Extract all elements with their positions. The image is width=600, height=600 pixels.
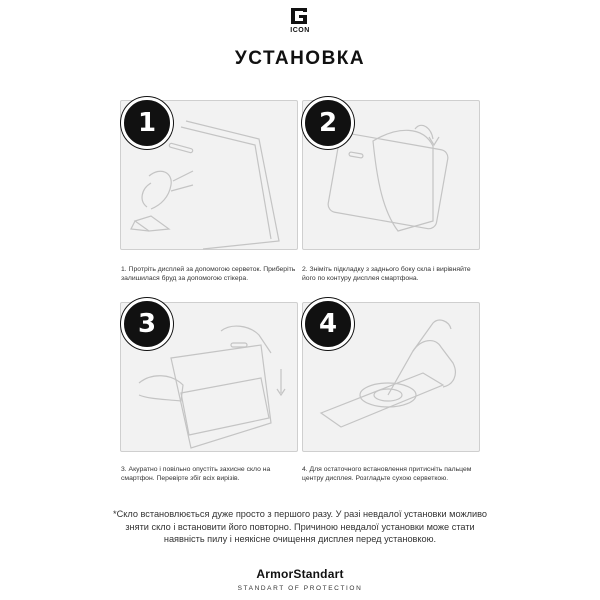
armor-shield-icon [288, 6, 312, 26]
logo-text: ICON [290, 27, 310, 34]
step-1-badge [121, 97, 173, 149]
step-4-number: 4 [318, 309, 338, 339]
page-title: УСТАНОВКА [234, 48, 366, 69]
brand-tagline: STANDART OF PROTECTION [237, 585, 363, 592]
step-3-caption: 3. Акуратно і повільно опустіть захисне скло на смартфон. Перевірте збіг всіх вирізів. [121, 466, 271, 482]
step-1-number: 1 [137, 108, 157, 138]
step-1-caption: 1. Протріть дисплей за допомогою серветок. Приберіть залишилася бруд за допомогою стікера. [121, 266, 296, 282]
step-3-number: 3 [137, 309, 157, 339]
brand-logo [282, 6, 318, 36]
step-2-number: 2 [318, 108, 338, 138]
brand-name: ArmorStandart [256, 567, 344, 581]
step-2-caption: 2. Зніміть підкладку з заднього боку скла і вирівняйте його по контуру дисплея смартфона. [302, 266, 471, 282]
step-4-badge [302, 298, 354, 350]
step-3-badge [121, 298, 173, 350]
installation-note: *Скло встановлюється дуже просто з першого разу. У разі невдалої установки можливо зняти скло і встановити його повторно. Причиною невдалої установки може стати наявність пилу і неякісне очищення дисплея перед установкою. [113, 509, 487, 544]
step-4-caption: 4. Для остаточного встановлення притисніть пальцем центру дисплея. Розгладьте сухою серветкою. [302, 466, 472, 482]
step-2-badge [302, 97, 354, 149]
